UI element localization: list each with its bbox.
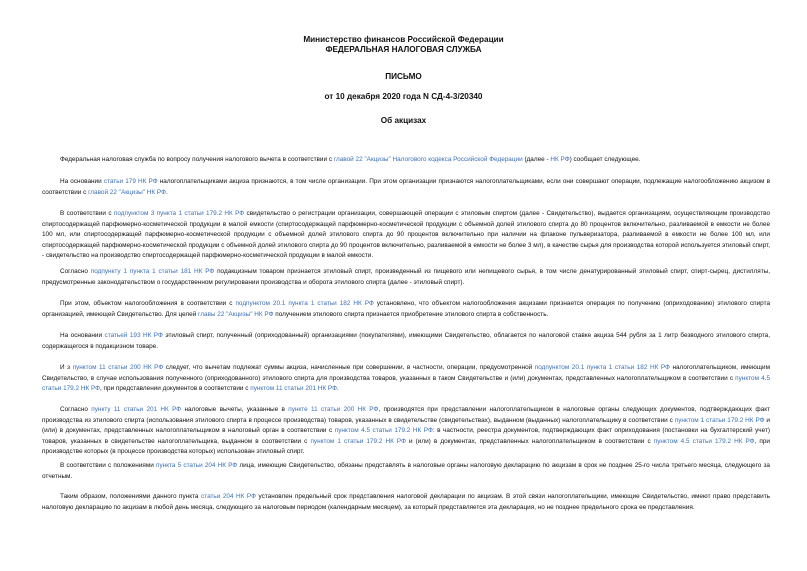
text: получением этилового спирта признается приобретение этилового спирта в собственность. [273, 310, 549, 318]
doc-date-number: от 10 декабря 2020 года N СД-4-3/20340 [324, 92, 483, 101]
law-link[interactable]: пункту 11 статьи 201 НК РФ [91, 406, 182, 413]
text: : в частности, реестра документов, подтверждающих факт оприходования (постановки на бухгалтерский учет) товаров, указанных в свидетельстве налогоплательщика, выданном в соответствии с [42, 427, 770, 445]
law-link[interactable]: Налогового кодекса Российской Федерации [392, 156, 523, 163]
text: этиловый спирт, полученный (оприходованный) организациями (покупателями), имеющими Свидетельство, облагается по налоговой ставке акциза 544 рубля за 1 литр безводного этилового спирта, содержащегося в подакцизном товаре. [42, 332, 770, 350]
law-link[interactable]: подпунктом 3 пункта 1 статьи 179.2 НК РФ [113, 210, 245, 217]
text: и (или) в документах, представленных налогоплательщиком в соответствии с [405, 437, 654, 445]
law-link[interactable]: подпунктом 20.1 пункта 1 статьи 182 НК РФ [235, 300, 374, 307]
law-link[interactable]: пункте 11 статьи 200 НК РФ [288, 406, 379, 413]
law-link[interactable]: пунктом 4.5 статьи 179.2 НК РФ [334, 427, 433, 434]
text: налогоплательщиком, имеющим Свидетельство, в случае использования полученного (оприходованного) этилового спирта для производства товаров, указанных в таком Свидетельстве и (или) документах, представленных налогоплательщиком в соответствии с [42, 364, 770, 382]
doc-type: ПИСЬМО [385, 72, 422, 81]
text: ) сообщает следующее. [569, 156, 641, 163]
text: подакцизным товаром признается этиловый спирт, произведенный из пищевого или непищевого сырья, в том числе денатурированный этиловый спирт, спирт-сырец, дистилляты, предусмотренные законодательством о государственном регулировании производства и оборота этилового спирта (далее - этиловый спирт). [42, 268, 770, 286]
text: налоговые вычеты, указанные в [181, 406, 289, 413]
text: следует, что вычетам подлежат суммы акциза, начисленные при совершении, в частности, операции, предусмотренной [163, 364, 535, 371]
text: , производятся при представлении налогоплательщиком в налоговые органы следующих документов, подтверждающих факт производства из этилового спирта (использования этилового спирта в процессе производства) товаров, указанных в свидетельстве (свидетельствах), выданном (выданных) налогоплательщику в соответствии с [42, 406, 770, 424]
text: налогоплательщиками акциза признаются, в том числе организации. При этом организации признаются налогоплательщиками, если они совершают операции, подлежащие налогообложению акцизом в соответствии с [42, 178, 770, 196]
law-link[interactable]: НК РФ [550, 156, 570, 163]
law-link[interactable]: пунктом 1 статьи 179.2 НК РФ [310, 437, 406, 445]
law-link[interactable]: пунктом 4.5 статьи 179.2 НК РФ [42, 374, 771, 392]
paragraph-5 [42, 299, 770, 320]
text: установлен предельный срок представления налоговой декларации по акцизам. В этой связи налогоплательщики, имеющие Свидетельство, имеют право представить налоговую декларацию по акцизам в любой день месяца, следующего за налоговым периодом (календарным месяцем), за который представляется эта декларация, но не позднее предельного срока ее представления. [42, 493, 770, 511]
service-title: ФЕДЕРАЛЬНАЯ НАЛОГОВАЯ СЛУЖБА [325, 45, 482, 54]
law-link[interactable]: статьей 193 НК РФ [104, 332, 163, 339]
paragraph-1 [42, 155, 770, 166]
text: и (или) в документах, представленных налогоплательщиком в налоговый орган в соответствии с [42, 416, 770, 434]
text: . [165, 188, 168, 196]
paragraph-9 [42, 461, 770, 482]
text: Таким образом, положениями данного пункта [60, 493, 202, 500]
paragraph-10 [42, 492, 770, 513]
paragraph-2 [42, 177, 770, 198]
law-link[interactable]: пунктом 4.5 статьи 179.2 НК РФ [653, 437, 755, 445]
text: , при представлении документов в соответствии с [100, 385, 251, 392]
law-link[interactable]: пунктом 11 статьи 201 НК РФ [250, 385, 337, 392]
law-link[interactable]: пунктом 1 статьи 179.2 НК РФ [674, 416, 765, 424]
law-link[interactable]: главой 22 "Акцизы" [333, 156, 391, 163]
law-link[interactable]: главы 22 "Акцизы" НК РФ [198, 310, 274, 318]
paragraph-8 [42, 405, 770, 458]
law-link[interactable]: пунктом 11 статьи 200 НК РФ [72, 364, 164, 371]
law-link[interactable]: статьи 204 НК РФ [201, 493, 256, 500]
law-link[interactable]: пункта 5 статьи 204 НК РФ [156, 462, 238, 469]
paragraph-4 [42, 267, 770, 288]
law-link[interactable]: главой 22 "Акцизы" НК РФ [88, 188, 166, 196]
text: лица, имеющие Свидетельство, обязаны представлять в налоговые органы налоговую декларацию по акцизам в срок не позднее 25-го числа третьего месяца, следующего за отчетным. [42, 462, 770, 480]
paragraph-7 [42, 363, 770, 395]
text: Федеральная налоговая служба по вопросу получения налогового вычета в соответствии с [60, 156, 334, 163]
text: свидетельство о регистрации организации, совершающей операции с этиловым спиртом (далее - Свидетельство), выдается организациям, осуществляющим производство спиртосодержащей парфюмерно-косметической продукции в малой емкости (спиртосодержащей парфюмерно-косметической продукции с объемной долей этилового спирта до 80 процентов включительно, разливаемой в емкости не более 100 мл, или спиртосодержащей парфюмерно-косметической продукции с объемной долей этилового спирта до 90 процентов включительно при наличии на флаконе пульверизатора, разливаемой в емкости не более 100 мл, или спиртосодержащей парфюмерно-косметической продукции с объемной долей этилового спирта до 90 процентов включительно, разливаемой в емкости не более 3 мл), в качестве сырья для производства которой используется этиловый спирт, - свидетельство на производство спиртосодержащей парфюмерно-косметической продукции в малой емкости. [42, 210, 771, 259]
law-link[interactable]: подпункту 1 пункта 1 статьи 181 НК РФ [90, 268, 215, 275]
text: Согласно [60, 268, 91, 275]
text: В соответствии с [60, 210, 114, 217]
text: И з [60, 364, 73, 371]
law-link[interactable]: статьи 179 НК РФ [103, 178, 158, 185]
doc-subject: Об акцизах [380, 116, 427, 125]
text: (далее - [522, 156, 551, 163]
ministry-title: Министерство финансов Российской Федерации [303, 35, 504, 44]
text: . [336, 385, 339, 392]
text: В соответствии с положениями [60, 462, 157, 469]
paragraph-6 [42, 331, 770, 352]
text: При этом, объектом налогообложения в соответствии с [60, 300, 236, 307]
text: На основании [60, 178, 104, 185]
text: , при производстве которых (в процессе производства которых) использован этиловый спирт. [42, 437, 770, 455]
text: Согласно [60, 406, 92, 413]
text: установлено, что объектом налогообложения акцизами признается операция по получению (оприходованию) этилового спирта организацией, имеющей Свидетельство. Для целей [42, 300, 770, 318]
law-link[interactable]: подпунктом 20.1 пункта 1 статьи 182 НК РФ [534, 364, 670, 371]
paragraph-3 [42, 209, 770, 262]
text: На основании [60, 332, 105, 339]
